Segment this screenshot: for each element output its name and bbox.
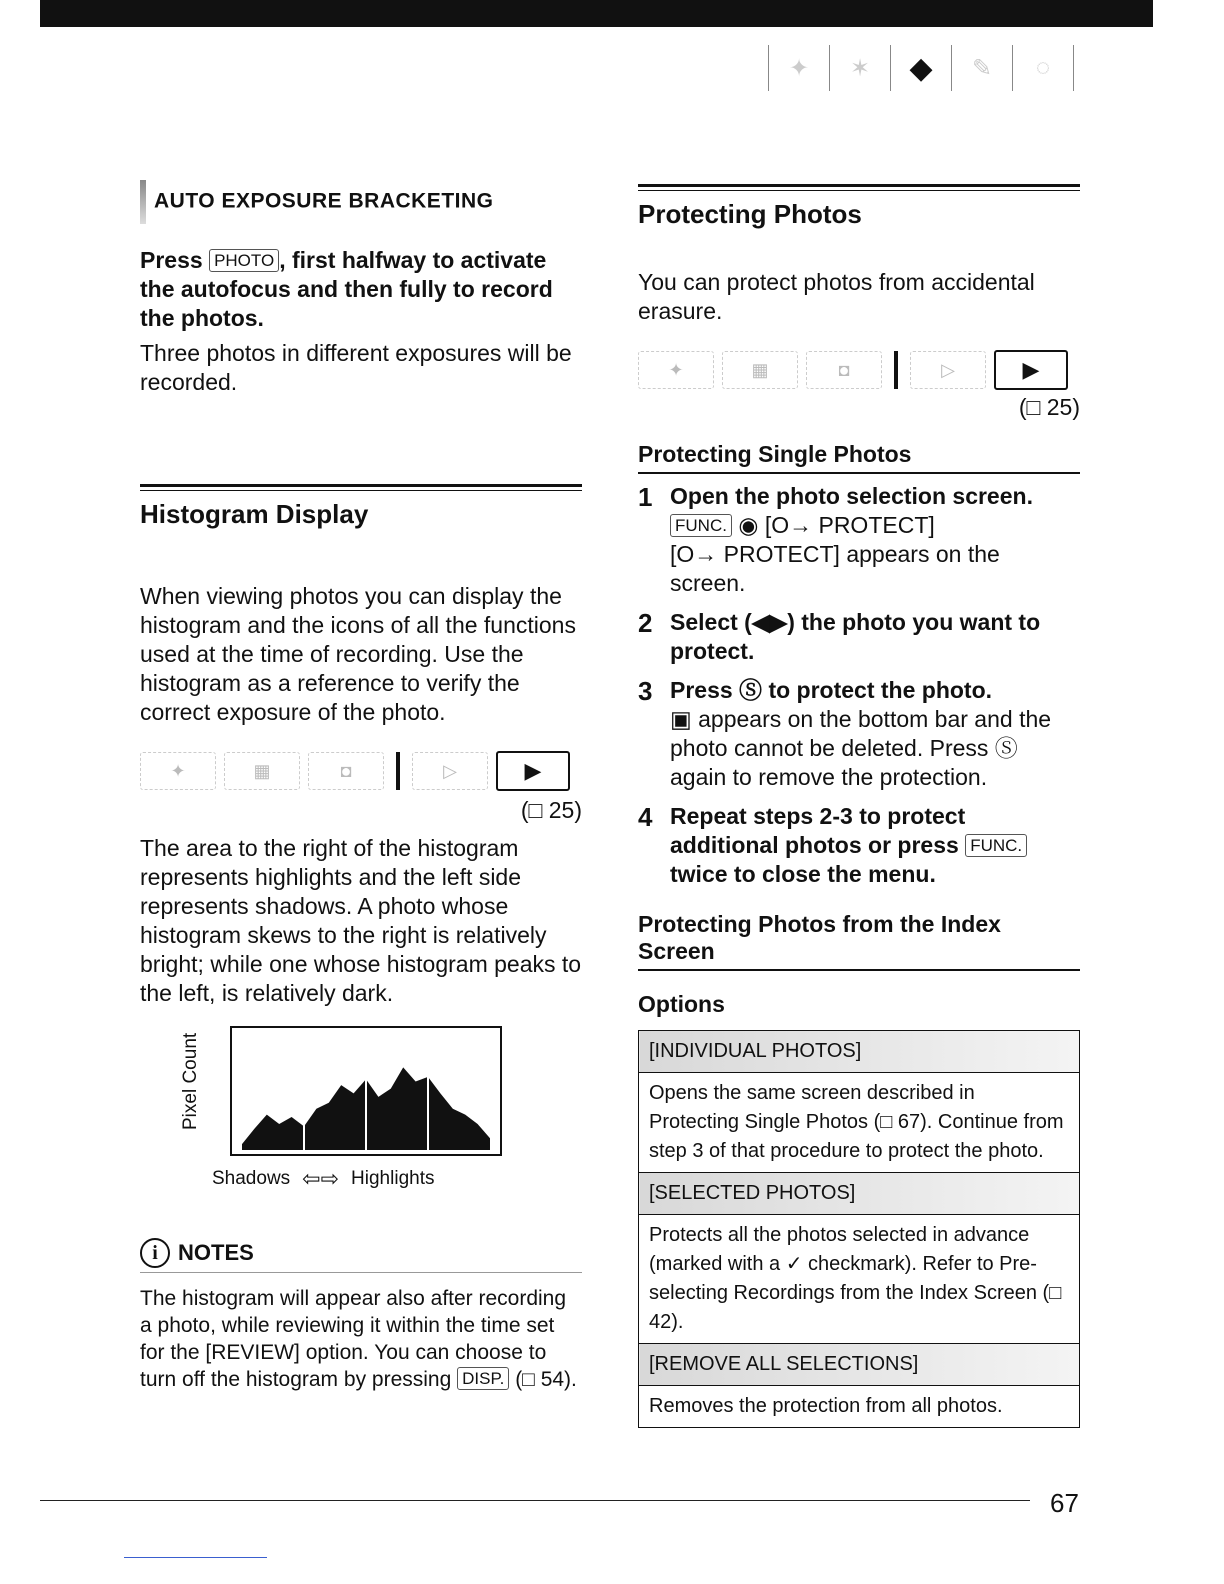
movie-manual-icon: ▦	[722, 351, 798, 389]
photo-playback-icon: ▶	[496, 751, 570, 791]
aeb-section	[140, 180, 582, 397]
double-arrow-icon: ⇦⇨	[302, 1166, 340, 1191]
photo-key: PHOTO	[209, 249, 279, 272]
single-photos-heading: Protecting Single Photos	[638, 441, 1080, 474]
photo-playback-icon: ◆	[909, 51, 933, 85]
step-3: 3 Press Ⓢ to protect the photo. ▣ appears on the bottom bar and the photo cannot be deleted. Press Ⓢ again to remove the protection.	[638, 676, 1052, 790]
option-desc: Protects all the photos selected in advance (marked with a ✓ checkmark). Refer to Pre-selecting Recordings from the Index Screen (□ 42).	[639, 1215, 1080, 1344]
func-key: FUNC.	[670, 514, 732, 537]
highlights-label: Highlights	[351, 1168, 435, 1189]
histogram-description: The area to the right of the histogram represents highlights and the left side represents shadows. A photo whose histogram skews to the right is relatively bright; while one whose histogram peaks to the left, is relatively dark.	[140, 835, 582, 1006]
footer-rule	[40, 1500, 1030, 1501]
movie-playback-icon: ▷	[910, 351, 986, 389]
protect-intro: You can protect photos from accidental erasure.	[638, 269, 1035, 324]
option-desc: Removes the protection from all photos.	[639, 1386, 1080, 1428]
step-4: 4 Repeat steps 2-3 to protect additional photos or press FUNC. twice to close the menu.	[638, 802, 1080, 889]
step-2: 2 Select (◀▶) the photo you want to protect.	[638, 608, 1041, 664]
bottom-link-line	[124, 1557, 267, 1558]
mode-icon-strip	[762, 44, 1080, 92]
histogram-section	[140, 484, 582, 1393]
disp-key: DISP.	[457, 1367, 509, 1390]
histogram-xlabel	[212, 1166, 434, 1192]
joystick-icon: ◉	[738, 512, 759, 538]
index-screen-heading: Protecting Photos from the Index Screen	[638, 911, 1080, 971]
func-key: FUNC.	[965, 834, 1027, 857]
photo-record-icon: ◘	[308, 752, 384, 790]
mode-availability-icons	[140, 751, 582, 791]
protect-section	[638, 184, 1080, 1428]
mode-availability-icons	[638, 350, 1080, 390]
notes-text: The histogram will appear also after recording a photo, while reviewing it within the time set for the [REVIEW] option. You can choose to turn off the histogram by pressing DISP. (□ 54).	[140, 1287, 577, 1391]
edit-mode-icon: ✎	[971, 54, 993, 82]
movie-mode-icon: ✦	[788, 54, 810, 82]
info-icon: i	[140, 1238, 170, 1268]
protect-title: Protecting Photos	[638, 199, 862, 229]
histogram-title: Histogram Display	[140, 499, 369, 529]
histogram-intro: When viewing photos you can display the histogram and the icons of all the functions used at the time of recording. Use the histogram as a reference to verify the correct exposure of the photo.	[140, 583, 576, 725]
histogram-chart	[230, 1026, 502, 1156]
option-label: [REMOVE ALL SELECTIONS]	[639, 1344, 1080, 1386]
page-number: 67	[1050, 1488, 1079, 1518]
movie-playback-icon: ▷	[412, 752, 488, 790]
top-black-bar	[40, 0, 1153, 27]
options-table	[638, 1030, 1080, 1428]
step-1: 1 Open the photo selection screen. FUNC. ◉ [O→ PROTECT] [O→ PROTECT] appears on the screen.	[638, 482, 1033, 596]
setup-mode-icon: ◌	[1035, 54, 1051, 81]
option-label: [SELECTED PHOTOS]	[639, 1173, 1080, 1215]
scene-mode-icon: ✶	[849, 54, 871, 82]
aeb-instruction: Press PHOTO , first halfway to activate the autofocus and then fully to record the photos.	[140, 247, 553, 331]
aeb-heading: AUTO EXPOSURE BRACKETING	[140, 180, 582, 224]
photo-record-icon: ◘	[806, 351, 882, 389]
section-rule	[638, 184, 1080, 191]
movie-auto-icon: ✦	[638, 351, 714, 389]
options-title: Options	[638, 991, 725, 1017]
photo-playback-icon: ▶	[994, 350, 1068, 390]
aeb-description: Three photos in different exposures will be recorded.	[140, 340, 572, 395]
movie-auto-icon: ✦	[140, 752, 216, 790]
shadows-label: Shadows	[212, 1168, 291, 1189]
histogram-ylabel: Pixel Count	[180, 1032, 201, 1130]
notes-block	[140, 1238, 582, 1393]
section-rule	[140, 484, 582, 491]
option-desc: Opens the same screen described in Protecting Single Photos (□ 67). Continue from step 3 of that procedure to protect the photo.	[639, 1073, 1080, 1173]
page-reference: (□ 25)	[1018, 394, 1080, 420]
movie-manual-icon: ▦	[224, 752, 300, 790]
histogram-figure	[140, 1020, 582, 1190]
option-label: [INDIVIDUAL PHOTOS]	[639, 1031, 1080, 1073]
page-reference: (□ 25)	[520, 797, 582, 823]
notes-heading: i NOTES	[140, 1238, 582, 1273]
steps-list	[638, 482, 1080, 889]
